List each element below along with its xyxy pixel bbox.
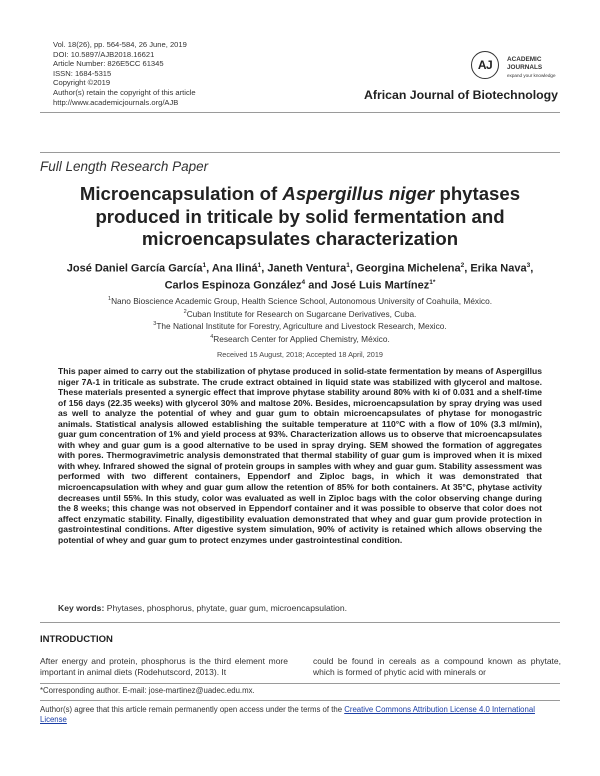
logo-wordmark [507, 56, 556, 79]
footnote-divider [40, 683, 560, 684]
meta-doi: DOI: 10.5897/AJB2018.16621 [53, 49, 155, 59]
logo-mark: AJ [471, 51, 499, 79]
license-link[interactable]: Creative Commons Attribution License 4.0 International License [40, 705, 535, 724]
introduction-column-right: could be found in cereals as a compound known as phytate, which is formed of phytic acid with minerals or [313, 656, 561, 677]
license-note [40, 705, 560, 725]
affiliation-text: Cuban Institute for Research on Sugarcane Derivatives, Cuba. [186, 308, 417, 319]
article-metadata [53, 40, 196, 107]
author-affil-mark: 1 [202, 262, 207, 269]
abstract: This paper aimed to carry out the stabilization of phytase produced in solid-state fermentation by means of Aspergillus niger 7A-1 in triticale as substrate. The crude extract obtained in liquid state was stabilized with glycerol and maltose. These materials presented a synergic effect that improve phytase stability around 80% with ki of 0.031 and a shelf-time of 156 days (22.35 weeks) with glycerol 30% and maltose 20%. Besides, microencapsulation by spray drying was used as well to analyze the potential of whey and guar gum to obtain microencapsulates of phytase for monogastric animals. Statistical analysis allowed establishing the suitable temperature at 110°C with a flow of 10% (3.3 ml/min), guar gum concentration of 1% and yield process at 93%. Characterization allows us to observe that microencapsulates with whey and guar gum is a good alternative to be used in spray drying. SEM showed the formation of aggregates with pores. Thermogravimetric analysis demonstrated that thermal stability of guar gum is improved when it is mixed with whey. Infrared showed the signal of protein groups in samples with whey and guar gum. Stability assessment was performed with two different containers, Eppendorf and Ziploc bags, in which it was demonstrated that microencapsulation with whey and guar gum allow the retention of 85% for both containers. At 35°C, phytase activity decreases until 55%. In this study, color was evaluated as well in Ziploc bags with the color observing change during the 8 weeks; this change was not observed in Eppendorf container and it was possible to observe that color does not affect enzymatic stability. Finally, digestibility evaluation demonstrated that whey and guar gum provide protection in gastrointestinal conditions. After digestive system simulation, 90% of activity is retained which allows observing the potential of whey and guar gum to protect enzymes under gastrointestinal condition. [58, 366, 542, 545]
keywords-label: Key words: [58, 603, 105, 613]
author-affil-mark: 1* [429, 278, 436, 286]
paper-title [40, 183, 560, 251]
paper-type: Full Length Research Paper [40, 159, 209, 174]
affiliation-mark: 4 [210, 333, 214, 340]
author-affil-mark: 3 [526, 262, 531, 269]
affiliation [40, 332, 560, 345]
affiliations [40, 294, 560, 344]
affiliation [40, 307, 560, 320]
author-affil-mark: 4 [301, 278, 306, 286]
meta-article-number: Article Number: 826E5CC 61345 [53, 59, 164, 69]
header-divider [40, 112, 560, 113]
affiliation-mark: 2 [183, 308, 187, 315]
introduction-heading: INTRODUCTION [40, 634, 113, 645]
meta-author-rights: Author(s) retain the copyright of this article [53, 87, 196, 97]
logo-line-1: ACADEMIC [507, 56, 542, 63]
keywords-list: Phytases, phosphorus, phytate, guar gum, microencapsulation. [106, 603, 348, 613]
keywords [58, 603, 347, 613]
title-part-2: phytases produced in triticale by solid fermentation and microencapsulates characterization [95, 183, 521, 249]
meta-journal-url[interactable]: http://www.academicjournals.org/AJB [53, 97, 179, 107]
affiliation-text: Nano Bioscience Academic Group, Health Science School, Autonomous University of Coahuila, México. [111, 295, 492, 306]
affiliation [40, 294, 560, 307]
affiliation-text: Research Center for Applied Chemistry, México. [213, 333, 390, 344]
author-name: José Luis Martínez [330, 279, 430, 292]
author-name: Janeth Ventura [267, 262, 347, 275]
keywords-divider [40, 622, 560, 623]
author-name: Georgina Michelena [356, 262, 461, 275]
title-part-1: Microencapsulation of [79, 183, 283, 204]
affiliation-mark: 1 [108, 296, 112, 302]
author-list: José Daniel García García$^1$, Ana Iliná$^1$, Janeth Ventura$^1$, Georgina Michelena$^2$, Erika Nava$^3$, Carlos Espinoza González$^4$ and José Luis Martínez$^{1*}$ [66, 262, 534, 292]
meta-issn: ISSN: 1684-5315 [53, 68, 112, 78]
license-divider [40, 700, 560, 701]
meta-volume: Vol. 18(26), pp. 564-584, 26 June, 2019 [53, 40, 187, 49]
author-affil-mark: 1 [346, 262, 350, 269]
journal-name: African Journal of Biotechnology [363, 88, 558, 102]
meta-copyright: Copyright ©2019 [53, 78, 111, 88]
logo-line-2: JOURNALS [507, 63, 543, 71]
author-affil-mark: 2 [460, 262, 465, 269]
logo-tagline: expand your knowledge [507, 72, 556, 78]
corresponding-author-note: *Corresponding author. E-mail: jose-martinez@uadec.edu.mx. [40, 686, 255, 695]
author-affil-mark: 1 [257, 262, 262, 269]
received-accepted-dates: Received 15 August, 2018; Accepted 18 April, 2019 [217, 350, 383, 359]
title-species: Aspergillus niger [282, 183, 435, 204]
author-name: José Daniel García García [66, 262, 203, 275]
author-name: Erika Nava [470, 262, 527, 275]
author-name: Carlos Espinoza González [164, 279, 302, 292]
affiliation-mark: 3 [153, 321, 157, 328]
author-name: Ana Iliná [211, 262, 258, 275]
title-divider [40, 152, 560, 153]
introduction-column-left: After energy and protein, phosphorus is the third element more important in animal diets (Rodehutscord, 2013). It [40, 656, 288, 677]
license-text: Author(s) agree that this article remain permanently open access under the terms of the [40, 705, 345, 714]
affiliation-text: The National Institute for Forestry, Agriculture and Livestock Research, Mexico. [156, 320, 447, 331]
academic-journals-logo [471, 51, 559, 81]
affiliation [40, 319, 560, 332]
